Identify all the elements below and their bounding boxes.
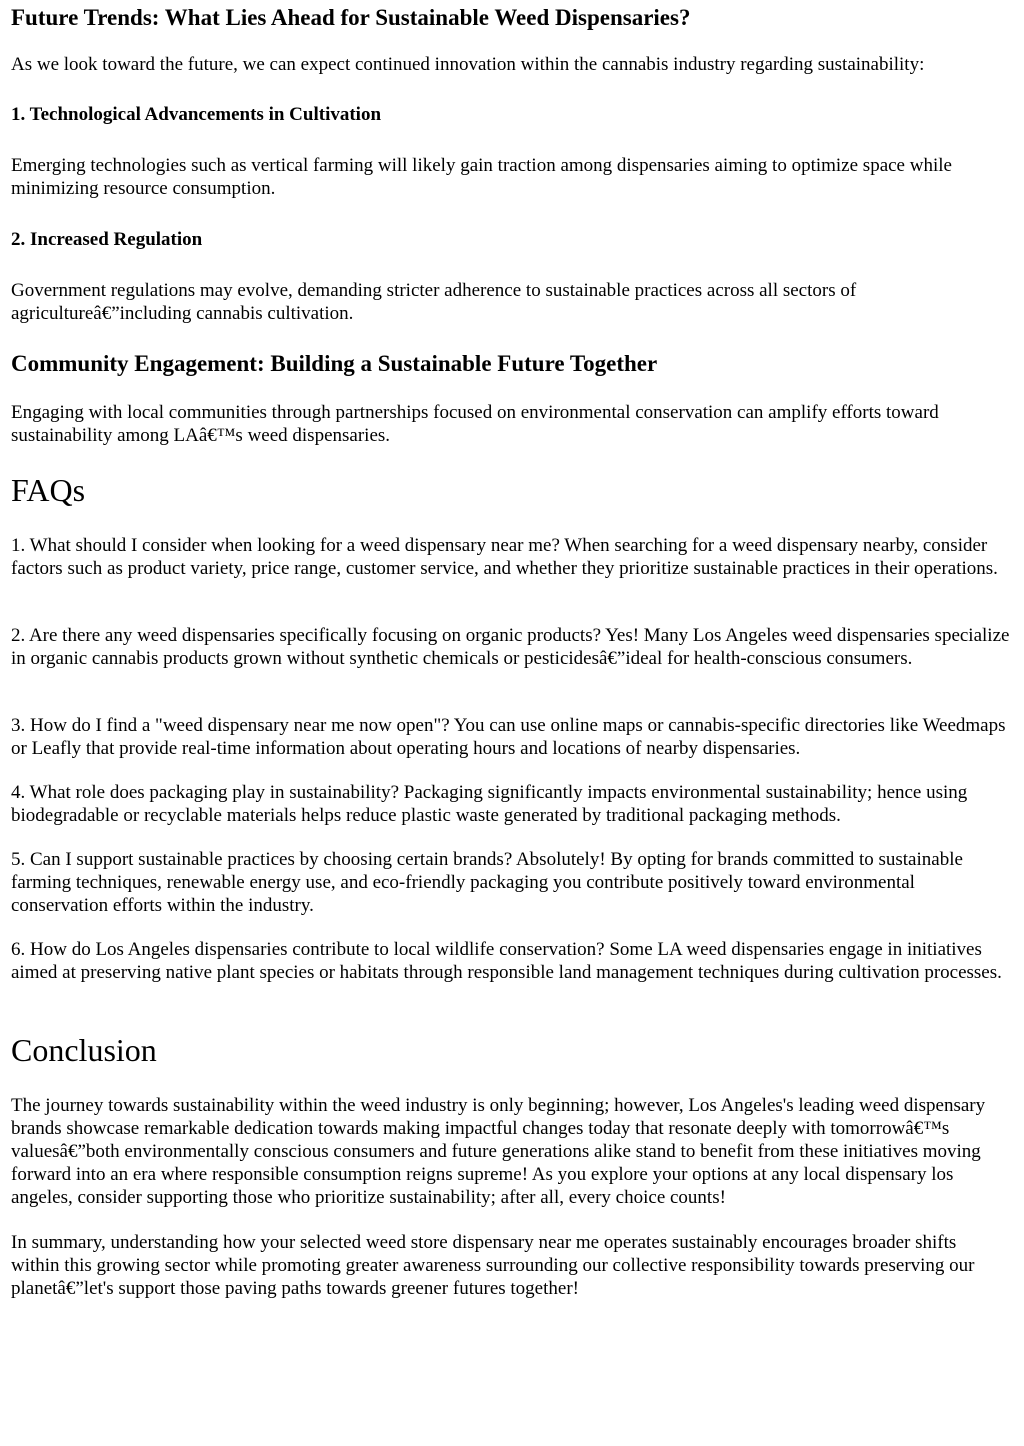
faqs-heading: FAQs [11,472,86,508]
faq-item: 6. How do Los Angeles dispensaries contribute to local wildlife conservation? Some LA weed dispensaries engage in initiatives aimed at preserving native plant species or habitats through responsible land management techniques during cultivation processes. [11,939,1002,983]
future-trends-intro: As we look toward the future, we can expect continued innovation within the cannabis industry regarding sustainability: [11,54,925,75]
faq-item: 3. How do I find a "weed dispensary near me now open"? You can use online maps or cannabis-specific directories like Weedmaps or Leafly that provide real-time information about operating hours and locations of nearby dispensaries. [11,715,1006,759]
faq-item: 4. What role does packaging play in sustainability? Packaging significantly impacts environmental sustainability; hence using biodegradable or recyclable materials helps reduce plastic waste generated by traditional packaging methods. [11,782,968,826]
community-engagement-heading: Community Engagement: Building a Sustainable Future Together [11,351,658,376]
conclusion-heading: Conclusion [11,1032,157,1068]
tech-advancements-subheading: 1. Technological Advancements in Cultivation [11,104,382,125]
future-trends-heading: Future Trends: What Lies Ahead for Sustainable Weed Dispensaries? [11,5,691,30]
conclusion-paragraph-2: In summary, understanding how your selected weed store dispensary near me operates sustainably encourages broader shifts within this growing sector while promoting greater awareness surrounding our collective responsibility towards preserving our planetâ€”let's support those paving paths towards greener futures together! [11,1232,975,1299]
faq-item: 2. Are there any weed dispensaries specifically focusing on organic products? Yes! Many Los Angeles weed dispensaries specialize in organic cannabis products grown without synthetic chemicals or pesticidesâ€”ideal for health-conscious consumers. [11,625,1010,669]
faq-item: 5. Can I support sustainable practices by choosing certain brands? Absolutely! By opting for brands committed to sustainable farming techniques, renewable energy use, and eco-friendly packaging you contribute positively toward environmental conservation efforts within the industry. [11,849,963,916]
increased-regulation-text: Government regulations may evolve, demanding stricter adherence to sustainable practices across all sectors of agricultureâ€”including cannabis cultivation. [11,280,857,324]
tech-advancements-text: Emerging technologies such as vertical farming will likely gain traction among dispensaries aiming to optimize space while minimizing resource consumption. [11,155,952,199]
increased-regulation-subheading: 2. Increased Regulation [11,229,203,250]
faq-item: 1. What should I consider when looking for a weed dispensary near me? When searching for a weed dispensary nearby, consider factors such as product variety, price range, customer service, and whether they prioritize sustainable practices in their operations. [11,535,998,579]
conclusion-paragraph-1: The journey towards sustainability within the weed industry is only beginning; however, Los Angeles's leading weed dispensary brands showcase remarkable dedication towards making impactful changes today that resonate deeply with tomorrowâ€™s valuesâ€”both environmentally conscious consumers and future generations alike stand to benefit from these initiatives moving forward into an era where responsible consumption reigns supreme! As you explore your options at any local dispensary los angeles, consider supporting those who prioritize sustainability; after all, every choice counts! [11,1095,986,1208]
community-engagement-text: Engaging with local communities through partnerships focused on environmental conservation can amplify efforts toward sustainability among LAâ€™s weed dispensaries. [11,402,939,446]
